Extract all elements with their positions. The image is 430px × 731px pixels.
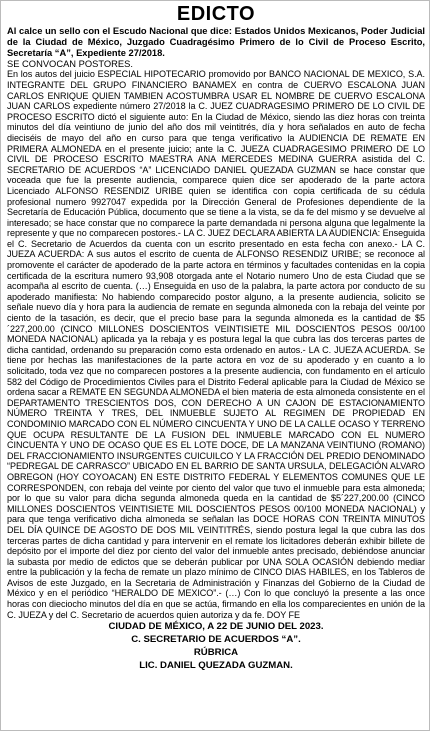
edict-notice [7,3,425,672]
convocation-line: SE CONVOCAN POSTORES. [7,58,133,69]
court-seal-intro: Al calce un sello con el Escudo Nacional que dice: Estados Unidos Mexicanos, Poder Judicial de la Ciudad de México, Juzgado Cuadragésimo Primero de lo Civil de Proceso Escrito, Secretaría “A”, Expediente 27/2018. [7,26,425,58]
signature-note: RÚBRICA [193,647,239,659]
signer-name: LIC. DANIEL QUEZADA GUZMAN. [139,660,293,672]
notice-body: En los autos del juicio ESPECIAL HIPOTECARIO promovido por BANCO NACIONAL DE MEXICO, S.A. INTEGRANTE DEL GRUPO FINANCIERO BANAMEX en contra de CUERVO ESCALONA JUAN CARLOS ENRIQUE QUIEN TAMBIEN ACOSTUMBRA USAR EL NOMBRE DE CUERVO ESCALONA JUAN CARLOS expediente número 27/2018 la C. JUEZ CUADRAGESIMO PRIMERO DE LO CIVIL DE PROCESO ESCRITO dictó el siguiente auto: En la Ciudad de México, siendo las diez horas con treinta minutos del día veintiuno de junio del año dos mil veintitrés, día y hora señalados en auto de fecha dieciséis de mayo del año en curso para que tenga verificativo la AUDIENCIA DE REMATE EN PRIMERA ALMONEDA en el presente juicio; ante la C. JUEZA CUADRAGESIMO PRIMERO DE LO CIVIL DE PROCESO ESCRITO MAESTRA ANA MERCEDES MEDINA GUERRA asistida del C. SECRETARIO DE ACUERDOS “A” LICENCIADO DANIEL QUEZADA GUZMAN se hace constar que voceada que fue la presente audiencia, comparece quien dice ser apoderado de la parte actora Licenciado ALFONSO RESENDIZ URIBE quien se identifica con copia certificada de su cédula profesional numero 9927047 expedida por la Dirección General de Profesiones dependiente de la Secretaría de Educación Pública, documento que se tiene a la vista, se da fe del mismo y se devuelve al interesado; se hace constar que no comparece la parte demandada ni persona alguna que legalmente la represente y que no comparecen postores.- LA C. JUEZ DECLARA ABIERTA LA AUDIENCIA: Enseguida el C. Secretario de Acuerdos da cuenta con un escrito presentado en esta fecha con anexo.- LA C. JUEZA ACUERDA: A sus autos el escrito de cuenta de ALFONSO RESENDIZ URIBE; se reconoce al promovente el carácter de apoderado de la parte actora en términos y facultades contenidas en la copia certificada de la escritura numero 93,908 otorgada ante el Notario numero Uno de esta Ciudad que se acompaña al escrito de cuenta. (…) Enseguida en uso de la palabra, la parte actora por conducto de su apoderado manifiesta: No habiendo comparecido postor alguno, a la presente audiencia, solicito se señale nuevo día y hora para la audiencia de remate en segunda almoneda con la rebaja del veinte por ciento de la tasación, es decir, que el precio base para la segunda almoneda es la cantidad de $5´227,200.00 (CINCO MILLONES DOSCIENTOS VEINTISIETE MIL DOSCIENTOS PESOS 00/100 MONEDA NACIONAL) aplicada ya la rebaja y es postura legal la que cubra las dos terceras partes de dicha cantidad, ordenando su preparación como esta ordenado en autos.- LA C. JUEZA ACUERDA. Se tiene por hechas las manifestaciones de la parte actora en voz de su apoderado y en cuanto a lo solicitado, toda vez que no comparecen postores a la presente audiencia, con fundamento en el artículo 582 del Código de Procedimientos Civiles para el Distrito Federal aplicable para la Ciudad de México se ordena sacar a REMATE EN SEGUNDA ALMONEDA el bien materia de esta almoneda consistente en el DEPARTAMENTO TRESCIENTOS DOS, CON DERECHO A UN CAJON DE ESTACIONAMIENTO NÚMERO TREINTA Y TRES, DEL INMUEBLE SUJETO AL REGIMEN DE PROPIEDAD EN CONDOMINIO MARCADO CON EL NÚMERO CINCUENTA Y UNO DE LA CALLE OCASO Y TERRENO QUE OCUPA RESULTANTE DE LA FUSION DEL INMUEBLE MARCADO CON EL NUMERO CINCUENTA Y UNO DE OCASO QUE ES EL LOTE DOCE, DE LA MANZANA VEINTIUNO (ROMANO) DEL FRACCIONAMIENTO INSURGENTES CUICUILCO Y LA FRACCIÓN DEL PREDIO DENOMINADO “PEDREGAL DE CARRASCO” UBICADO EN EL BARRIO DE SANTA URSULA, DELEGACIÓN ALVARO OBREGON (HOY COYOACAN) EN ESTE DISTRITO FEDERAL Y ELEMENTOS COMUNES QUE LE CORRESPONDEN, con rebaja del veinte por ciento del valor que tuvo el inmueble para esta almoneda; por lo que su valor para dicha segunda almoneda queda en la cantidad de $5´227,200.00 (CINCO MILLONES DOSCIENTOS VEINTISIETE MIL DOSCIENTOS PESOS 00/100 MONEDA NACIONAL) y para que tenga verificativo dicha almoneda se señalan las DOCE HORAS CON TREINTA MINUTOS DEL DÍA QUINCE DE AGOSTO DE DOS MIL VEINTITRÉS, siendo postura legal la que cubra las dos terceras partes de dicha cantidad y para intervenir en el remate los licitadores deberán exhibir billete de depósito por el importe del diez por ciento del valor del inmueble antes precisado, debiéndose anunciar la subasta por medio de edictos que se deberán publicar por UNA SOLA OCASIÓN debiendo mediar entre la publicación y la fecha de remate un plazo mínimo de CINCO DIAS HABILES, en los Tableros de Avisos de este Juzgado, en la Secretaria de Administración y Finanzas del Gobierno de la Ciudad de México y en el periódico “HERALDO DE MEXICO”.- (…) Con lo que concluyó la presente a las once horas con dieciocho minutos del día en que se actúa, firmando en ella los comparecientes en unión de la C. JUEZA y del C. Secretario de acuerdos quien autoriza y da fe. DOY FE [7,69,425,620]
place-date: CIUDAD DE MÉXICO, A 22 DE JUNIO DEL 2023. [108,621,324,633]
signer-title: C. SECRETARIO DE ACUERDOS “A”. [131,634,301,646]
notice-title: EDICTO [176,3,256,25]
